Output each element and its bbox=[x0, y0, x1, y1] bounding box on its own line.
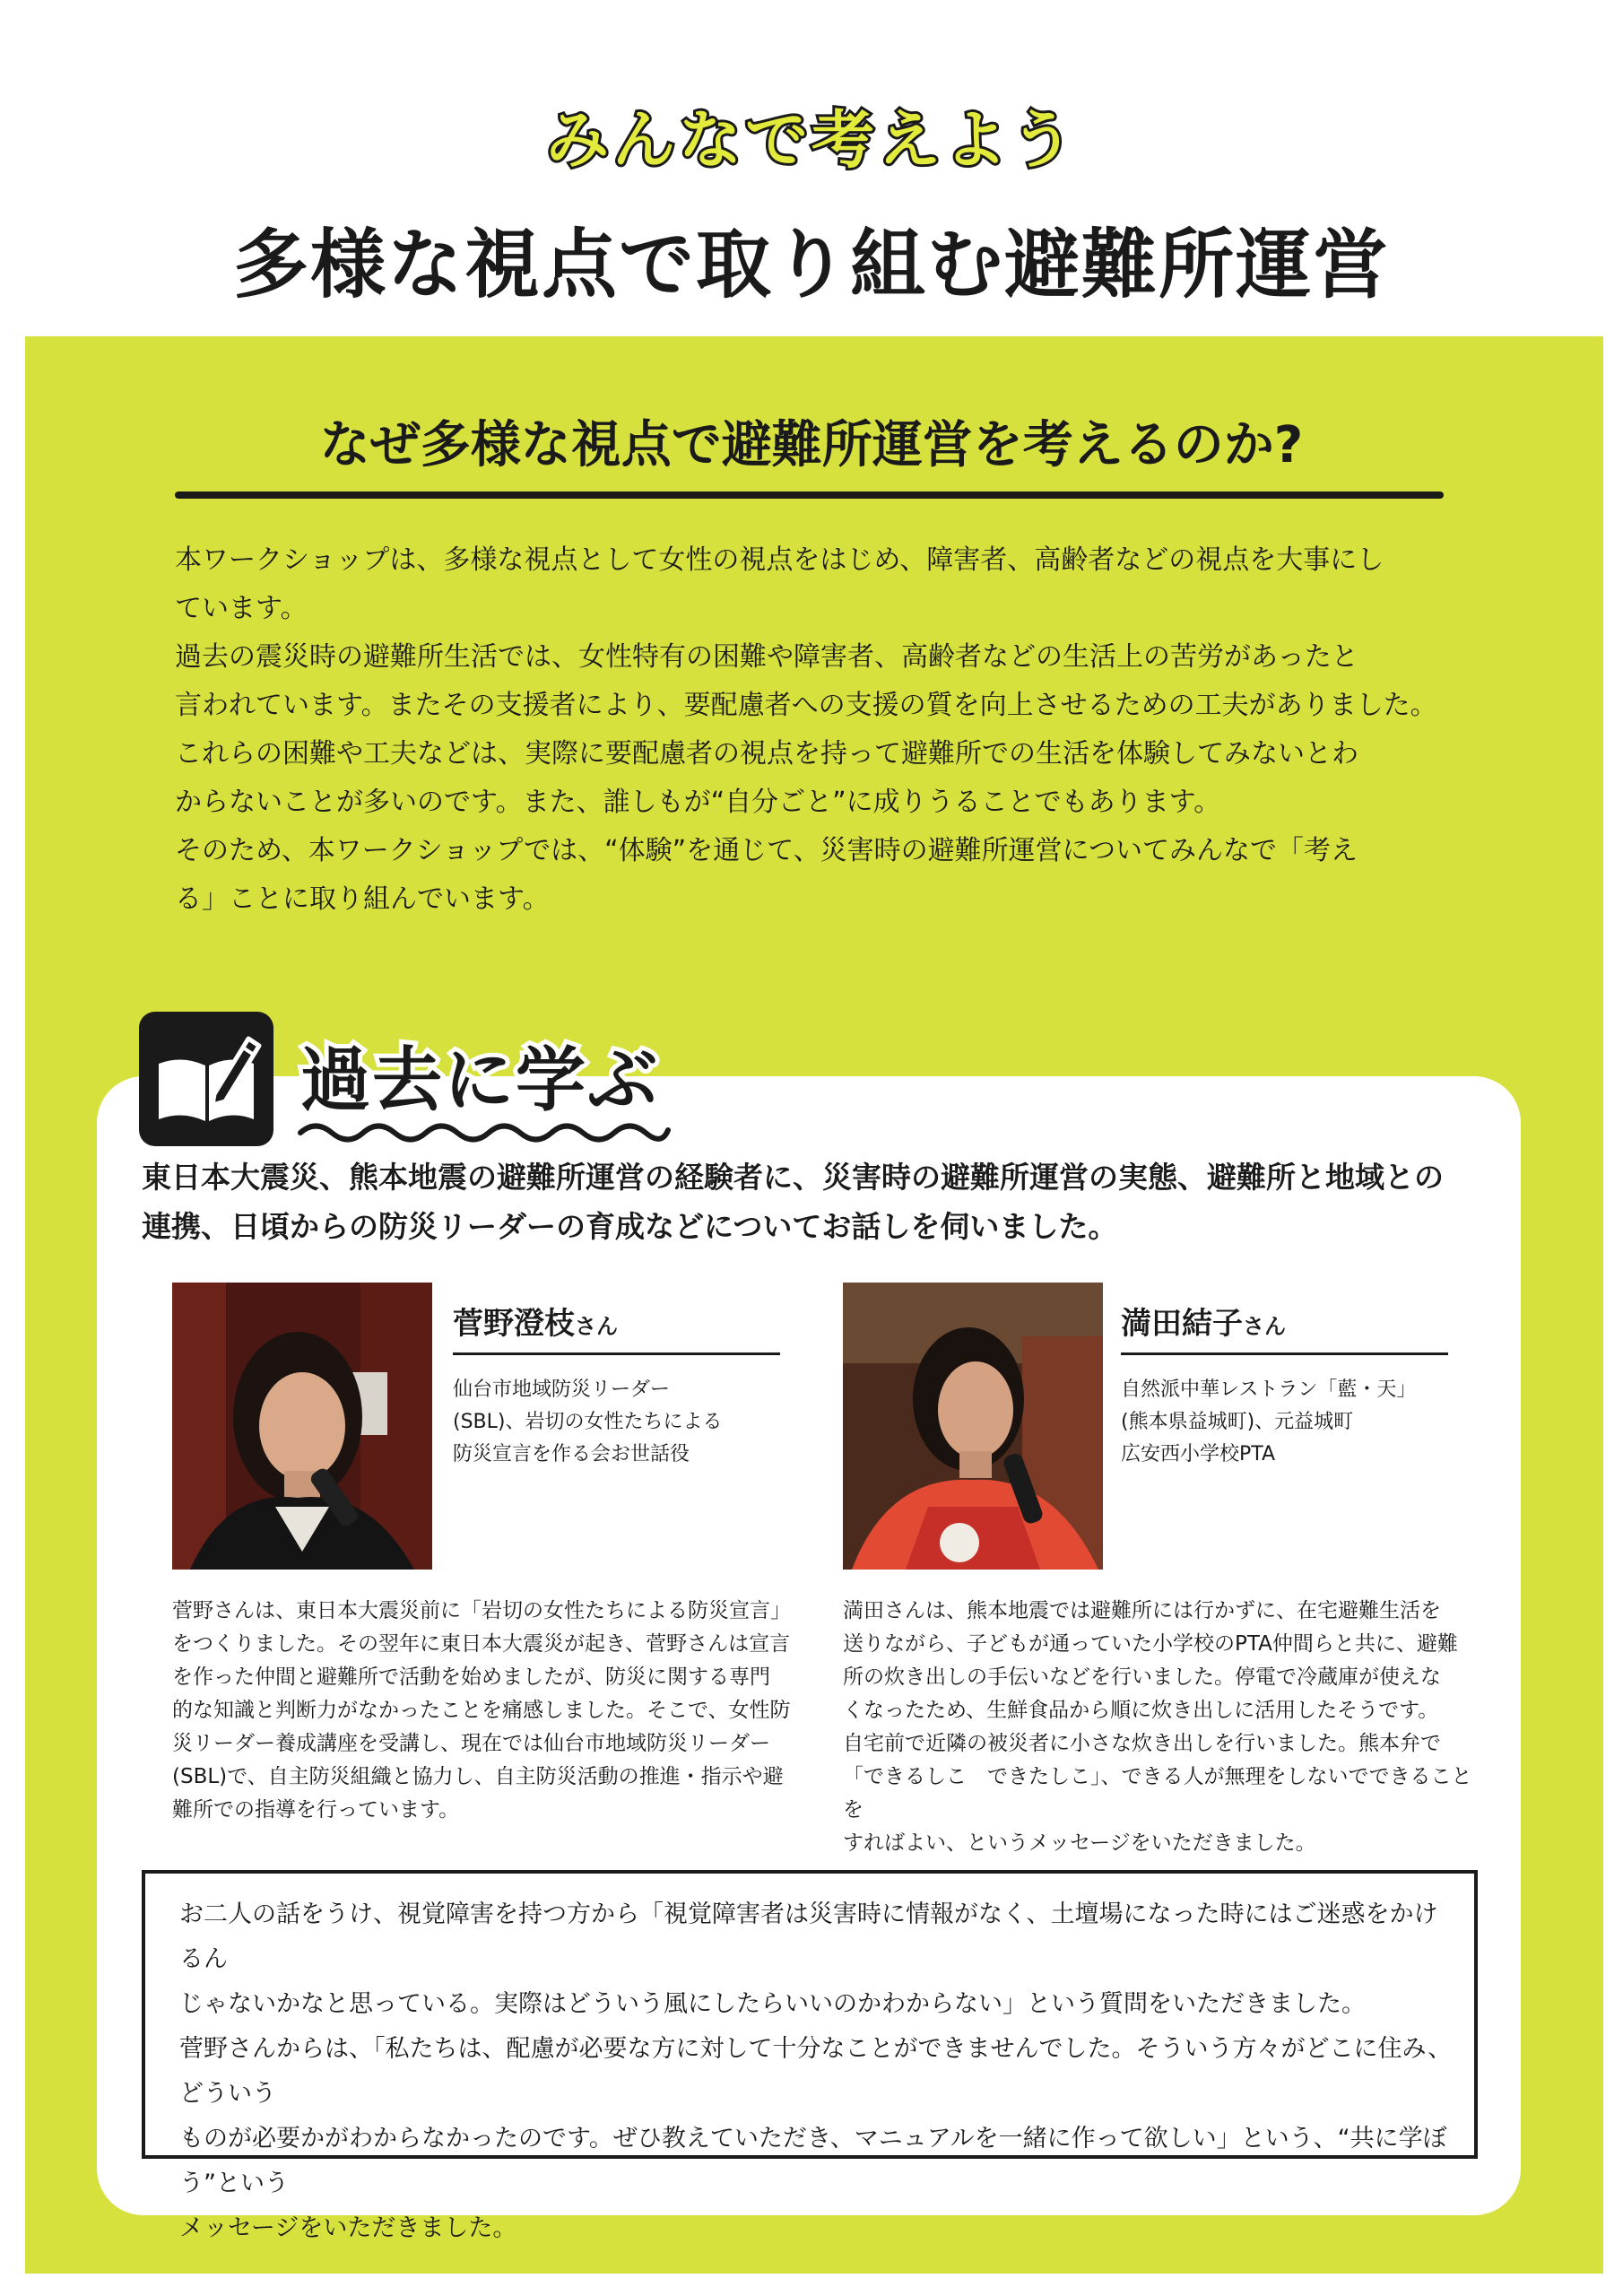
why-line: からないことが多いのです。また、誰しもが“自分ごと”に成りうることでもあります。 bbox=[175, 787, 1221, 818]
person-bio-line: 所の炊き出しの手伝いなどを行いました。停電で冷蔵庫が使えな bbox=[843, 1665, 1441, 1689]
person-photo-sugano bbox=[172, 1283, 432, 1570]
person-role-line: 自然派中華レストラン「藍・天」 bbox=[1121, 1378, 1417, 1401]
why-line: 本ワークショップは、多様な視点として女性の視点をはじめ、障害者、高齢者などの視点を大事にし bbox=[175, 544, 1384, 576]
person-bio bbox=[843, 1595, 1475, 1860]
person-name-text: 満田結子 bbox=[1121, 1306, 1243, 1342]
person-bio-line: を作った仲間と避難所で活動を始めましたが、防災に関する専門 bbox=[172, 1665, 770, 1689]
person-bio-line: 難所での指導を行っています。 bbox=[172, 1798, 460, 1822]
person-name bbox=[453, 1299, 618, 1343]
person-name-rule bbox=[1121, 1352, 1448, 1355]
learn-intro bbox=[142, 1152, 1487, 1251]
person-role-line: 広安西小学校PTA bbox=[1121, 1443, 1276, 1465]
why-line: そのため、本ワークショップでは、“体験”を通じて、災害時の避難所運営についてみんなで「考え bbox=[175, 835, 1358, 866]
person-bio-line: くなったため、生鮮食品から順に炊き出しに活用したそうです。 bbox=[843, 1699, 1439, 1722]
why-line: る」ことに取り組んでいます。 bbox=[175, 883, 550, 915]
person-bio-line: (SBL)で、自主防災組織と協力し、自主防災活動の推進・指示や避 bbox=[172, 1765, 784, 1788]
person-bio-line: すればよい、というメッセージをいただきました。 bbox=[843, 1831, 1316, 1855]
person-photo-mitsuda bbox=[843, 1283, 1103, 1570]
person-bio-line: 自宅前で近隣の被災者に小さな炊き出しを行いました。熊本弁で bbox=[843, 1732, 1441, 1755]
honorific: さん bbox=[575, 1314, 618, 1339]
person-name-rule bbox=[453, 1352, 780, 1355]
why-divider bbox=[175, 491, 1444, 499]
why-line: 言われています。またその支援者により、要配慮者への支援の質を向上させるための工夫がありました。 bbox=[175, 690, 1437, 721]
person-bio-line: 災リーダー養成講座を受講し、現在では仙台市地域防災リーダー bbox=[172, 1732, 770, 1755]
person-bio-line: をつくりました。その翌年に東日本大震災が起き、菅野さんは宣言 bbox=[172, 1632, 791, 1656]
page-title: 多様な視点で取り組む避難所運営 bbox=[232, 221, 1390, 309]
kicker-title: みんなで考えよう bbox=[546, 103, 1077, 177]
person-bio-line: 満田さんは、熊本地震では避難所には行かずに、在宅避難生活を bbox=[843, 1599, 1441, 1622]
person-bio-line: 的な知識と判断力がなかったことを痛感しました。そこで、女性防 bbox=[172, 1699, 791, 1722]
person-name-text: 菅野澄枝 bbox=[453, 1306, 575, 1342]
why-heading: なぜ多様な視点で避難所運営を考えるのか? bbox=[319, 416, 1304, 474]
quote-line: じゃないかなと思っている。実際はどういう風にしたらいいのかわからない」という質問をいただきました。 bbox=[179, 1990, 1366, 2018]
person-bio-line: 「できるしこ できたしこ」、できる人が無理をしないでできることを bbox=[843, 1765, 1472, 1822]
page-header bbox=[0, 0, 1623, 336]
quote-line: お二人の話をうけ、視覚障害を持つ方から「視覚障害者は災害時に情報がなく、土壇場になった時にはご迷惑をかけるん bbox=[179, 1900, 1438, 1973]
person-role bbox=[1121, 1374, 1462, 1471]
notebook-pen-icon bbox=[139, 1012, 273, 1146]
quote-line: ものが必要かがわからなかったのです。ぜひ教えていただき、マニュアルを一緒に作って欲しい」という、“共に学ぼう”という bbox=[179, 2125, 1447, 2197]
person-role-line: (SBL)、岩切の女性たちによる bbox=[453, 1411, 723, 1433]
person-role-line: 仙台市地域防災リーダー bbox=[453, 1378, 671, 1401]
person-role-line: (熊本県益城町)、元益城町 bbox=[1121, 1411, 1354, 1433]
person-role bbox=[453, 1374, 776, 1471]
person-name bbox=[1121, 1299, 1286, 1343]
learn-heading: 過去に学ぶ bbox=[300, 1040, 660, 1121]
quote-line: メッセージをいただきました。 bbox=[179, 2214, 517, 2242]
quote-body bbox=[179, 1892, 1453, 2251]
wave-underline bbox=[296, 1119, 673, 1146]
person-bio bbox=[172, 1595, 804, 1827]
learn-intro-line: 東日本大震災、熊本地震の避難所運営の経験者に、災害時の避難所運営の実態、避難所と地域との bbox=[142, 1160, 1444, 1195]
why-line: ています。 bbox=[175, 593, 308, 624]
why-line: 過去の震災時の避難所生活では、女性特有の困難や障害者、高齢者などの生活上の苦労があったと bbox=[175, 641, 1358, 673]
why-body bbox=[175, 536, 1466, 924]
person-bio-line: 送りながら、子どもが通っていた小学校のPTA仲間らと共に、避難 bbox=[843, 1632, 1458, 1656]
why-line: これらの困難や工夫などは、実際に要配慮者の視点を持って避難所での生活を体験してみないとわ bbox=[175, 738, 1358, 770]
person-role-line: 防災宣言を作る会お世話役 bbox=[453, 1443, 690, 1465]
honorific: さん bbox=[1243, 1314, 1286, 1339]
learn-intro-line: 連携、日頃からの防災リーダーの育成などについてお話しを伺いました。 bbox=[142, 1209, 1118, 1244]
quote-line: 菅野さんからは、「私たちは、配慮が必要な方に対して十分なことができませんでした。そういう方々がどこに住み、どういう bbox=[179, 2035, 1453, 2108]
person-bio-line: 菅野さんは、東日本大震災前に「岩切の女性たちによる防災宣言」 bbox=[172, 1599, 791, 1622]
